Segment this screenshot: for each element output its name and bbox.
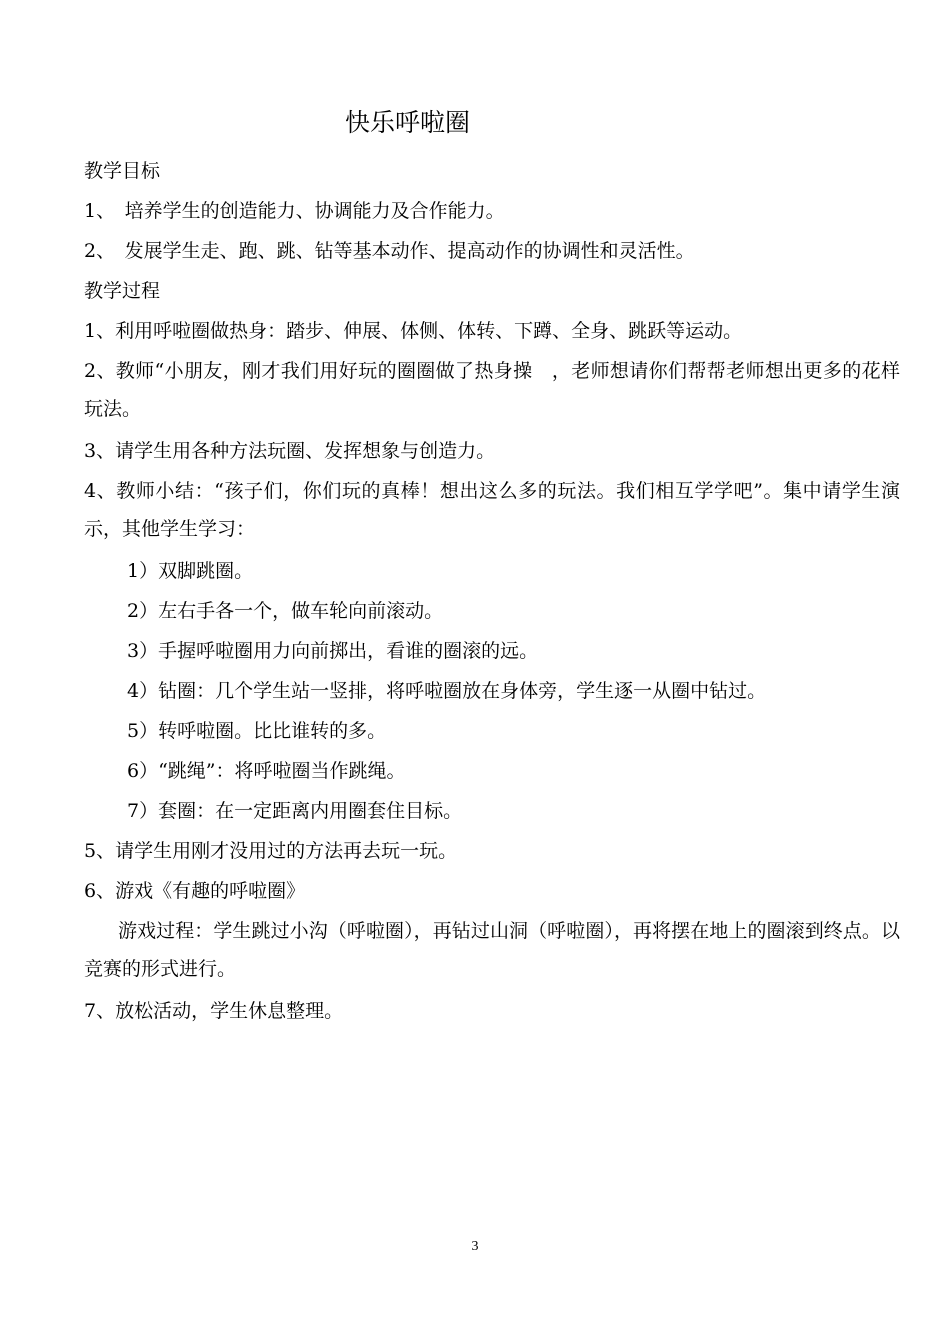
process-step: 7、放松活动，学生休息整理。 [84, 1000, 344, 1022]
game-process-paragraph: 游戏过程：学生跳过小沟（呼啦圈），再钻过山洞（呼啦圈），再将摆在地上的圈滚到终点。以竞赛的形式进行。 [84, 920, 900, 980]
process-step: 1、利用呼啦圈做热身：踏步、伸展、体侧、体转、下蹲、全身、跳跃等运动。 [84, 320, 743, 342]
process-step: 2、教师“小朋友，刚才我们用好玩的圈圈做了热身操 ，老师想请你们帮帮老师想出更多的花样玩法。 [84, 360, 900, 420]
process-heading: 教学过程 [84, 280, 161, 302]
sub-step: 7）套圈：在一定距离内用圈套住目标。 [127, 800, 463, 822]
objective-item: 2、 发展学生走、跑、跳、钻等基本动作、提高动作的协调性和灵活性。 [84, 240, 695, 262]
sub-step: 1）双脚跳圈。 [127, 560, 254, 582]
page-number: 3 [471, 1239, 479, 1254]
sub-step: 5）转呼啦圈。比比谁转的多。 [127, 720, 387, 742]
sub-step: 4）钻圈：几个学生站一竖排，将呼啦圈放在身体旁，学生逐一从圈中钻过。 [127, 680, 767, 702]
objective-item: 1、 培养学生的创造能力、协调能力及合作能力。 [84, 200, 505, 222]
process-step: 3、请学生用各种方法玩圈、发挥想象与创造力。 [84, 440, 496, 462]
document-title: 快乐呼啦圈 [345, 108, 471, 137]
objectives-heading: 教学目标 [84, 160, 161, 182]
process-step: 5、请学生用刚才没用过的方法再去玩一玩。 [84, 840, 458, 862]
sub-step: 3）手握呼啦圈用力向前掷出，看谁的圈滚的远。 [127, 640, 539, 662]
process-step: 6、游戏《有趣的呼啦圈》 [84, 880, 306, 902]
sub-step: 6）“跳绳”：将呼啦圈当作跳绳。 [127, 760, 406, 782]
sub-step: 2）左右手各一个，做车轮向前滚动。 [127, 600, 444, 622]
process-step: 4、教师小结：“孩子们，你们玩的真棒！想出这么多的玩法。我们相互学学吧”。集中请学生演示，其他学生学习： [84, 480, 900, 540]
